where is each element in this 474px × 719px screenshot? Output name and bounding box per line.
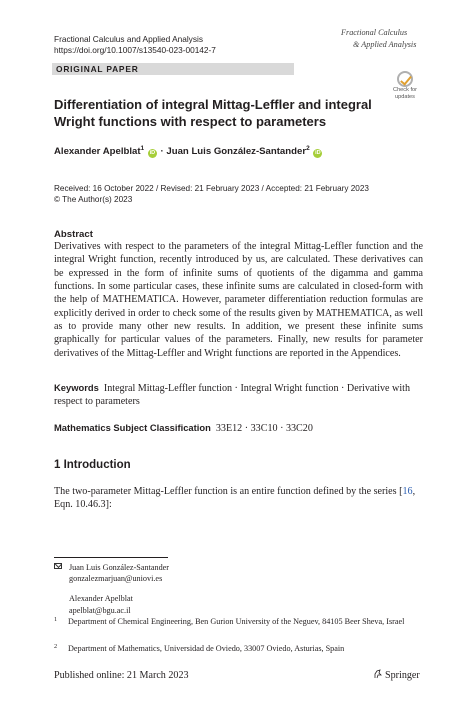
keywords — [54, 381, 423, 409]
affiliation-marker: 1 — [140, 145, 145, 152]
intro-text: The two-parameter Mittag-Leffler function is an entire function defined by the series — [54, 486, 397, 497]
citation-link[interactable]: 16 — [402, 486, 413, 497]
copyright-line: © The Author(s) 2023 — [54, 195, 133, 204]
subject-classification — [54, 421, 423, 435]
doi-link[interactable]: https://doi.org/10.1007/s13540-023-00142-7 — [54, 45, 216, 55]
msc-label: Mathematics Subject Classification — [54, 422, 211, 433]
publisher-logo — [373, 669, 420, 681]
check-updates-icon — [397, 71, 413, 87]
check-updates-label: Check for updates — [393, 87, 417, 100]
correspondence-block — [54, 562, 169, 616]
affiliation — [54, 643, 423, 654]
section-heading: 1 Introduction — [54, 459, 131, 471]
affiliation — [54, 616, 423, 627]
abstract-heading: Abstract — [54, 229, 93, 240]
intro-text-tail: , Eqn. 10.46.3]: — [54, 486, 416, 511]
author-name: Alexander Apelblat — [69, 594, 133, 604]
publisher-name: Springer — [385, 670, 420, 681]
check-for-updates-badge[interactable] — [389, 71, 421, 105]
article-type-label: ORIGINAL PAPER — [56, 64, 139, 74]
published-date: Published online: 21 March 2023 — [54, 670, 189, 681]
article-dates — [54, 183, 369, 205]
affiliation-number: 2 — [54, 643, 58, 650]
affiliation-marker: 2 — [306, 145, 310, 152]
article-history: Received: 16 October 2022 / Revised: 21 February 2023 / Accepted: 21 February 2023 — [54, 184, 369, 193]
logo-line-1: Fractional Calculus — [341, 28, 408, 37]
affiliation-text: Department of Chemical Engineering, Ben Gurion University of the Neguev, 84105 Beer Sheva, Israel — [68, 617, 405, 626]
author-name: Juan Luis González-Santander — [166, 146, 307, 157]
paper-title: Differentiation of integral Mittag-Leffler and integral Wright functions with respect to parameters — [54, 97, 372, 129]
affiliation-text: Department of Mathematics, Universidad de Oviedo, 33007 Oviedo, Asturias, Spain — [68, 644, 345, 653]
corresponding-author-name: Juan Luis González-Santander — [69, 563, 170, 572]
affiliation-number: 1 — [54, 616, 58, 623]
logo-line-2: & Applied Analysis — [353, 40, 417, 49]
article-type-bar — [52, 63, 294, 75]
keywords-text: Integral Mittag-Leffler function · Integral Wright function · Derivative with respect to parameters — [54, 383, 410, 408]
author-separator: · — [160, 146, 164, 157]
journal-name: Fractional Calculus and Applied Analysis — [54, 34, 203, 44]
intro-paragraph — [54, 485, 423, 512]
keywords-label: Keywords — [54, 382, 99, 393]
abstract-text: Derivatives with respect to the parameters of the integral Mittag-Leffler function and the integral Wright function, recently introduced by us, are calculated. These derivatives can be expressed in the form of infinite sums of quotients of the digamma and gamma functions. In some particular cases, these infinite sums are calculated in closed-form with the help of MATHEMATICA. However, parameter differentiation reduction formulas are explicitly derived in order to check some of the results given by MATHEMATICA, as well as to provide many other new results. In addition, we present these infinite sums graphically for particular values of the parameters. Finally, new results for parameter derivatives of the Mittag-Leffler and Wright functions are reported in the Appendices. — [54, 241, 423, 359]
orcid-icon[interactable]: iD — [149, 150, 156, 156]
journal-logo — [341, 27, 425, 59]
email-link[interactable]: gonzalezmarjuan@uniovi.es — [69, 574, 163, 584]
springer-horse-icon — [373, 669, 382, 679]
journal-header — [54, 34, 216, 56]
author-list — [54, 146, 323, 158]
orcid-icon[interactable]: iD — [315, 150, 321, 156]
envelope-icon — [54, 563, 62, 569]
footnote-divider — [54, 557, 168, 558]
msc-codes: 33E12 · 33C10 · 33C20 — [215, 423, 313, 434]
author-name: Alexander Apelblat — [54, 146, 141, 157]
email-link[interactable]: apelblat@bgu.ac.il — [69, 605, 131, 615]
bracket-open: [ — [399, 486, 403, 497]
